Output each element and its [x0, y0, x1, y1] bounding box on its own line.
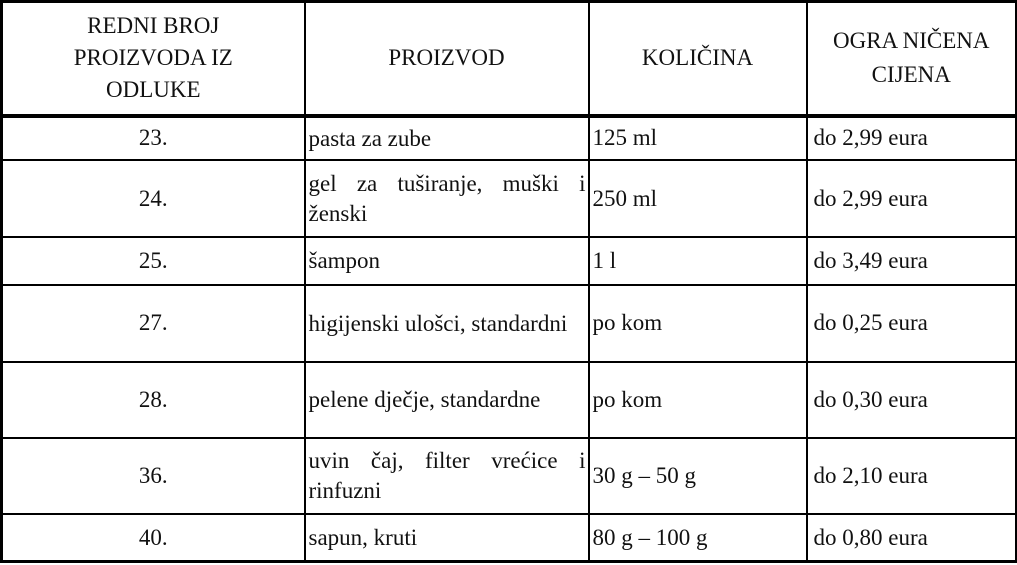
row-quantity: 80 g – 100 g [589, 514, 807, 561]
row-price: do 2,99 eura [807, 160, 1017, 238]
header-price-limit [807, 2, 1017, 116]
header-product-number [2, 2, 305, 116]
table-row [2, 237, 1017, 284]
row-price: do 3,49 eura [807, 237, 1017, 284]
row-quantity: 30 g – 50 g [589, 438, 807, 515]
row-price: do 2,99 eura [807, 116, 1017, 160]
row-quantity: po kom [589, 285, 807, 363]
row-product: sapun, kruti [305, 514, 589, 561]
header-quantity: KOLIČINA [589, 2, 807, 116]
row-quantity: 250 ml [589, 160, 807, 238]
header-product-number-line-3: ODLUKE [105, 77, 201, 103]
row-product: pasta za zube [305, 116, 589, 160]
table-row [2, 514, 1017, 561]
row-quantity: 125 ml [589, 116, 807, 160]
row-price: do 0,25 eura [807, 285, 1017, 363]
row-product: pelene dječje, standardne [305, 362, 589, 438]
row-quantity: po kom [589, 362, 807, 438]
row-number: 25. [2, 237, 305, 284]
table-row [2, 285, 1017, 363]
row-price: do 0,30 eura [807, 362, 1017, 438]
row-price: do 2,10 eura [807, 438, 1017, 515]
row-quantity: 1 l [589, 237, 807, 284]
row-number: 40. [2, 514, 305, 561]
header-price-limit-line-1: OGRA NIČENA [832, 28, 990, 54]
table-header-row [2, 2, 1017, 116]
table-row [2, 362, 1017, 438]
table-row [2, 116, 1017, 160]
header-product-number-line-2: PROIZVODA IZ [73, 45, 233, 71]
row-price: do 0,80 eura [807, 514, 1017, 561]
header-product-number-line-1: REDNI BROJ [87, 13, 220, 39]
row-number: 36. [2, 438, 305, 515]
row-number: 28. [2, 362, 305, 438]
header-product: PROIZVOD [305, 2, 589, 116]
row-product: uvin čaj, filter vrećice i rinfuzni [305, 438, 589, 515]
row-number: 27. [2, 285, 305, 363]
row-number: 23. [2, 116, 305, 160]
table-row [2, 160, 1017, 238]
header-price-limit-line-2: CIJENA [871, 62, 951, 88]
row-number: 24. [2, 160, 305, 238]
row-product: gel za tuširanje, muški i ženski [305, 160, 589, 238]
row-product: higijenski ulošci, standardni [305, 285, 589, 363]
row-product: šampon [305, 237, 589, 284]
table-row [2, 438, 1017, 515]
